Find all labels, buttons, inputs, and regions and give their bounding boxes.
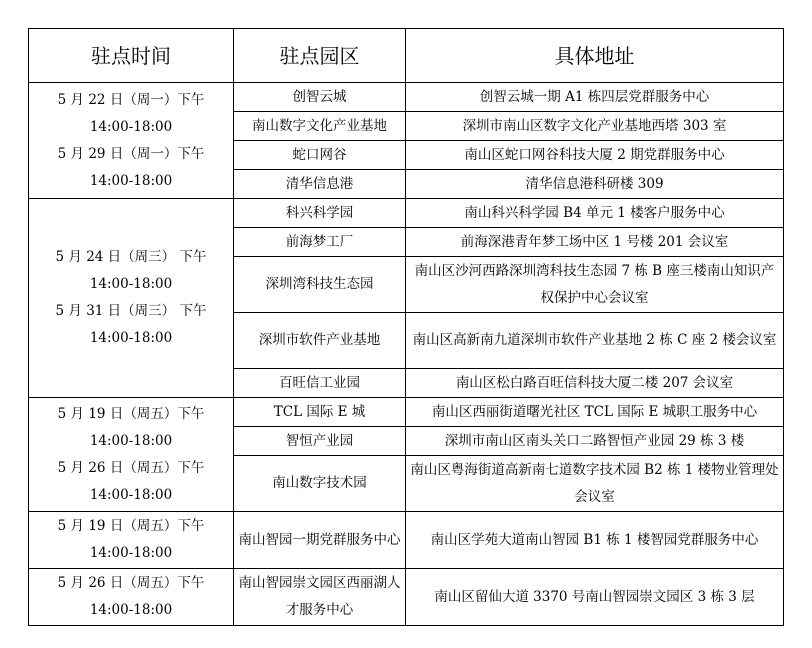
time-date: 5 月 31 日（周三） 下午 — [55, 303, 207, 319]
time-hours: 14:00-18:00 — [89, 486, 173, 503]
address-cell: 南山区学苑大道南山智园 B1 栋 1 楼智园党群服务中心 — [406, 512, 784, 569]
header-time: 驻点时间 — [29, 29, 234, 83]
time-hours: 14:00-18:00 — [89, 602, 173, 618]
table-row — [29, 83, 784, 112]
park-cell: 百旺信工业园 — [234, 369, 406, 398]
address-cell: 南山区西丽街道曙光社区 TCL 国际 E 城职工服务中心 — [406, 398, 784, 427]
park-cell: 清华信息港 — [234, 170, 406, 199]
address-cell: 前海深港青年梦工场中区 1 号楼 201 会议室 — [406, 228, 784, 257]
time-date: 5 月 26 日（周五）下午 — [57, 575, 205, 591]
time-cell — [29, 569, 234, 626]
address-cell: 南山区留仙大道 3370 号南山智园崇文园区 3 栋 3 层 — [406, 569, 784, 626]
table-row — [29, 569, 784, 626]
address-cell: 南山区沙河西路深圳湾科技生态园 7 栋 B 座三楼南山知识产权保护中心会议室 — [406, 257, 784, 313]
time-hours: 14:00-18:00 — [89, 330, 173, 346]
time-date: 5 月 29 日（周一）下午 — [57, 145, 205, 162]
park-cell: 南山智园崇文园区西丽湖人才服务中心 — [234, 569, 406, 626]
park-cell: 南山数字文化产业基地 — [234, 112, 406, 141]
table-row — [29, 398, 784, 427]
time-date: 5 月 22 日（周一）下午 — [57, 91, 205, 108]
address-cell: 创智云城一期 A1 栋四层党群服务中心 — [406, 83, 784, 112]
address-cell: 南山科兴科学园 B4 单元 1 楼客户服务中心 — [406, 199, 784, 228]
park-cell: TCL 国际 E 城 — [234, 398, 406, 427]
time-hours: 14:00-18:00 — [89, 276, 173, 292]
time-date: 5 月 24 日（周三） 下午 — [55, 249, 207, 265]
table-row — [29, 199, 784, 228]
park-cell: 深圳湾科技生态园 — [234, 257, 406, 313]
address-cell: 南山区蛇口网谷科技大厦 2 期党群服务中心 — [406, 141, 784, 170]
time-date: 5 月 26 日（周五）下午 — [57, 459, 205, 476]
time-cell — [29, 199, 234, 398]
time-cell — [29, 83, 234, 199]
table-row — [29, 512, 784, 569]
park-cell: 南山数字技术园 — [234, 456, 406, 512]
time-hours: 14:00-18:00 — [89, 432, 173, 449]
time-hours: 14:00-18:00 — [89, 545, 173, 561]
address-cell: 清华信息港科研楼 309 — [406, 170, 784, 199]
park-cell: 深圳市软件产业基地 — [234, 313, 406, 369]
park-cell: 智恒产业园 — [234, 427, 406, 456]
time-date: 5 月 19 日（周五）下午 — [57, 518, 205, 534]
time-hours: 14:00-18:00 — [89, 172, 173, 189]
address-cell: 南山区高新南九道深圳市软件产业基地 2 栋 C 座 2 楼会议室 — [406, 313, 784, 369]
time-cell — [29, 512, 234, 569]
park-cell: 南山智园一期党群服务中心 — [234, 512, 406, 569]
schedule-table — [28, 28, 784, 626]
address-cell: 南山区粤海街道高新南七道数字技术园 B2 栋 1 楼物业管理处会议室 — [406, 456, 784, 512]
address-cell: 南山区松白路百旺信科技大厦二楼 207 会议室 — [406, 369, 784, 398]
park-cell: 蛇口网谷 — [234, 141, 406, 170]
header-row — [29, 29, 784, 83]
park-cell: 创智云城 — [234, 83, 406, 112]
address-cell: 深圳市南山区南头关口二路智恒产业园 29 栋 3 楼 — [406, 427, 784, 456]
header-address: 具体地址 — [406, 29, 784, 83]
time-hours: 14:00-18:00 — [89, 118, 173, 135]
header-park: 驻点园区 — [234, 29, 406, 83]
time-date: 5 月 19 日（周五）下午 — [57, 405, 205, 422]
address-cell: 深圳市南山区数字文化产业基地西塔 303 室 — [406, 112, 784, 141]
park-cell: 前海梦工厂 — [234, 228, 406, 257]
time-cell — [29, 398, 234, 512]
park-cell: 科兴科学园 — [234, 199, 406, 228]
